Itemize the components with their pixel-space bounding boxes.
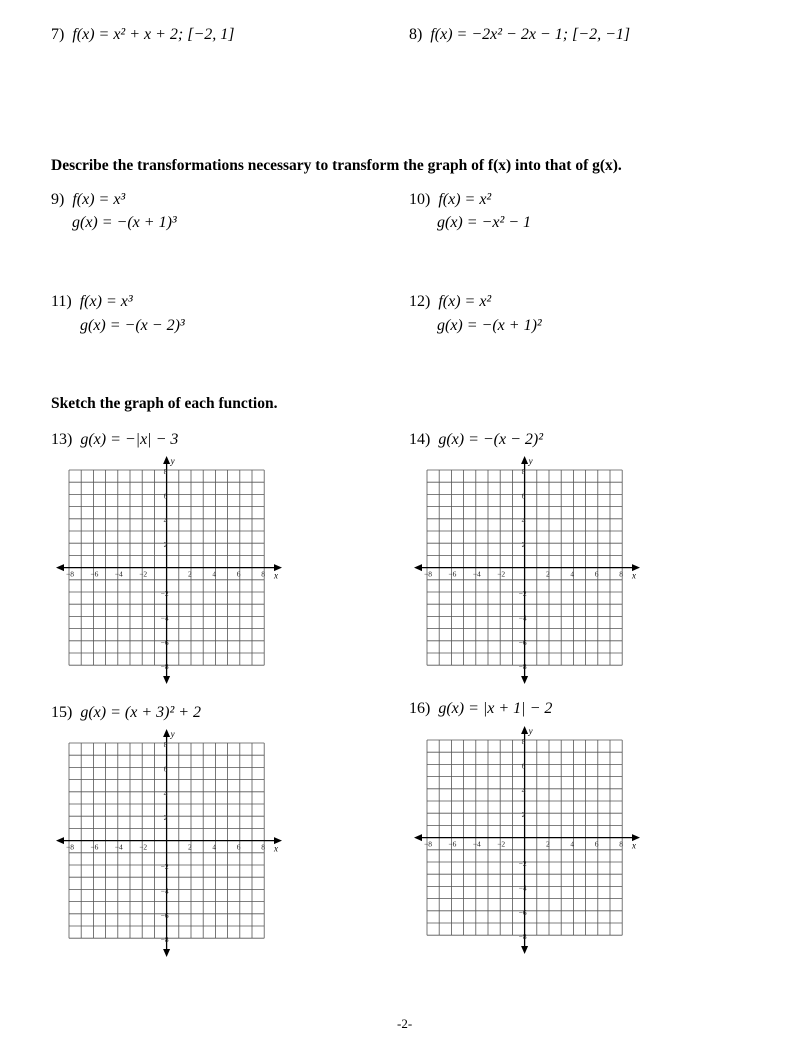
problem-16	[409, 699, 552, 719]
y-axis-arrow-down	[163, 676, 170, 684]
x-tick-label: −2	[139, 569, 148, 579]
function-g: g(x) = (x + 3)² + 2	[80, 704, 202, 721]
function-g: g(x) = −(x − 2)³	[80, 317, 185, 334]
y-tick-label: −6	[518, 637, 527, 647]
problem-number: 14)	[409, 431, 431, 448]
x-tick-label: 8	[261, 569, 265, 579]
x-tick-label: 8	[261, 842, 265, 852]
y-axis-arrow-up	[521, 726, 528, 734]
y-axis-label: y	[528, 726, 533, 736]
y-axis-arrow-up	[521, 456, 528, 464]
problem-13	[51, 430, 178, 450]
x-tick-label: 2	[546, 839, 550, 849]
x-tick-label: −4	[114, 569, 123, 579]
problem-number: 16)	[409, 700, 431, 717]
problem-number: 12)	[409, 293, 431, 310]
coordinate-grid	[54, 455, 284, 685]
problem-number: 10)	[409, 191, 431, 208]
problem-12	[409, 292, 491, 312]
y-tick-label: 2	[521, 810, 526, 820]
x-tick-label: −8	[66, 569, 74, 579]
problem-11	[51, 292, 133, 312]
x-axis-label: x	[632, 840, 636, 851]
y-tick-label: 2	[163, 540, 168, 550]
x-tick-label: 8	[619, 839, 623, 849]
y-tick-label: 4	[521, 785, 526, 795]
problem-number: 8)	[409, 26, 423, 43]
y-tick-label: 8	[163, 740, 168, 749]
x-axis-label: x	[274, 570, 278, 581]
section-heading-transformations: Describe the transformations necessary to transform the graph of f(x) into that of g(x).	[51, 157, 622, 174]
y-tick-label: −4	[160, 613, 169, 623]
x-tick-label: −6	[90, 569, 99, 579]
function-g: g(x) = |x + 1| − 2	[438, 700, 553, 717]
y-tick-label: −8	[160, 935, 169, 945]
y-axis-label: y	[528, 456, 533, 466]
x-tick-label: 2	[188, 569, 192, 579]
y-tick-label: −4	[160, 886, 169, 896]
x-axis-arrow-left	[414, 564, 422, 571]
problem-number: 15)	[51, 704, 73, 721]
x-tick-label: −6	[90, 842, 99, 852]
y-tick-label: 4	[163, 515, 168, 525]
x-tick-label: 4	[570, 839, 575, 849]
y-axis-arrow-up	[163, 729, 170, 737]
y-tick-label: −6	[160, 910, 169, 920]
x-tick-label: −2	[497, 569, 506, 579]
coordinate-grid	[412, 455, 642, 685]
function-g: g(x) = −x² − 1	[437, 214, 532, 231]
x-tick-label: −2	[497, 839, 506, 849]
y-tick-label: −4	[518, 613, 527, 623]
y-tick-label: −8	[518, 662, 527, 672]
y-tick-label: 6	[521, 761, 526, 771]
problem-8	[409, 25, 630, 45]
x-tick-label: 4	[570, 569, 575, 579]
coordinate-grid	[412, 725, 642, 955]
y-axis-arrow-up	[163, 456, 170, 464]
section-heading-sketch: Sketch the graph of each function.	[51, 395, 278, 412]
y-tick-label: −8	[160, 662, 169, 672]
page-number: -2-	[397, 1016, 413, 1031]
x-axis-label: x	[632, 570, 636, 581]
x-tick-label: 6	[594, 839, 599, 849]
function-g: g(x) = −|x| − 3	[80, 431, 179, 448]
x-tick-label: −8	[66, 842, 74, 852]
x-tick-label: 6	[594, 569, 599, 579]
x-tick-label: −4	[472, 569, 481, 579]
x-tick-label: 6	[236, 842, 241, 852]
problem-number: 11)	[51, 293, 72, 310]
function-f: f(x) = x²	[438, 191, 492, 208]
problem-equation: f(x) = −2x² − 2x − 1; [−2, −1]	[430, 26, 631, 43]
y-tick-label: −2	[160, 589, 169, 598]
x-tick-label: 2	[188, 842, 192, 852]
y-tick-label: 6	[521, 491, 526, 501]
problem-7	[51, 25, 235, 45]
y-tick-label: 4	[163, 788, 168, 798]
problem-14	[409, 430, 543, 450]
y-tick-label: 2	[163, 813, 168, 823]
function-f: f(x) = x²	[438, 293, 492, 310]
x-tick-label: −4	[472, 839, 481, 849]
problem-15	[51, 703, 201, 723]
y-tick-label: 8	[163, 467, 168, 476]
y-tick-label: 8	[521, 737, 526, 746]
y-tick-label: 6	[163, 491, 168, 501]
coordinate-grid	[54, 728, 284, 958]
x-axis-arrow-left	[414, 834, 422, 841]
x-tick-label: −8	[424, 839, 432, 849]
x-tick-label: −2	[139, 842, 148, 852]
problem-number: 7)	[51, 26, 65, 43]
problem-10	[409, 190, 491, 210]
y-tick-label: −2	[518, 859, 527, 868]
y-tick-label: −8	[518, 932, 527, 942]
function-f: f(x) = x³	[79, 293, 133, 310]
y-axis-arrow-down	[521, 946, 528, 954]
y-tick-label: −2	[160, 862, 169, 871]
x-axis-label: x	[274, 843, 278, 854]
x-tick-label: −8	[424, 569, 432, 579]
problem-equation: f(x) = x² + x + 2; [−2, 1]	[72, 26, 235, 43]
x-tick-label: 8	[619, 569, 623, 579]
problem-number: 13)	[51, 431, 73, 448]
y-tick-label: −4	[518, 883, 527, 893]
x-tick-label: 4	[212, 569, 217, 579]
y-axis-label: y	[170, 456, 175, 466]
function-f: f(x) = x³	[72, 191, 126, 208]
x-tick-label: −6	[448, 569, 457, 579]
y-axis-label: y	[170, 729, 175, 739]
x-axis-arrow-left	[56, 564, 64, 571]
x-tick-label: 6	[236, 569, 241, 579]
y-tick-label: −6	[160, 637, 169, 647]
function-g: g(x) = −(x + 1)³	[72, 214, 177, 231]
problem-9	[51, 190, 125, 210]
x-axis-arrow-left	[56, 837, 64, 844]
x-tick-label: 4	[212, 842, 217, 852]
y-tick-label: 2	[521, 540, 526, 550]
y-tick-label: 6	[163, 764, 168, 774]
x-tick-label: −6	[448, 839, 457, 849]
y-axis-arrow-down	[521, 676, 528, 684]
y-tick-label: 8	[521, 467, 526, 476]
function-g: g(x) = −(x − 2)²	[438, 431, 544, 448]
y-tick-label: −6	[518, 907, 527, 917]
x-tick-label: −4	[114, 842, 123, 852]
y-tick-label: 4	[521, 515, 526, 525]
y-tick-label: −2	[518, 589, 527, 598]
x-tick-label: 2	[546, 569, 550, 579]
function-g: g(x) = −(x + 1)²	[437, 317, 542, 334]
y-axis-arrow-down	[163, 949, 170, 957]
problem-number: 9)	[51, 191, 65, 208]
